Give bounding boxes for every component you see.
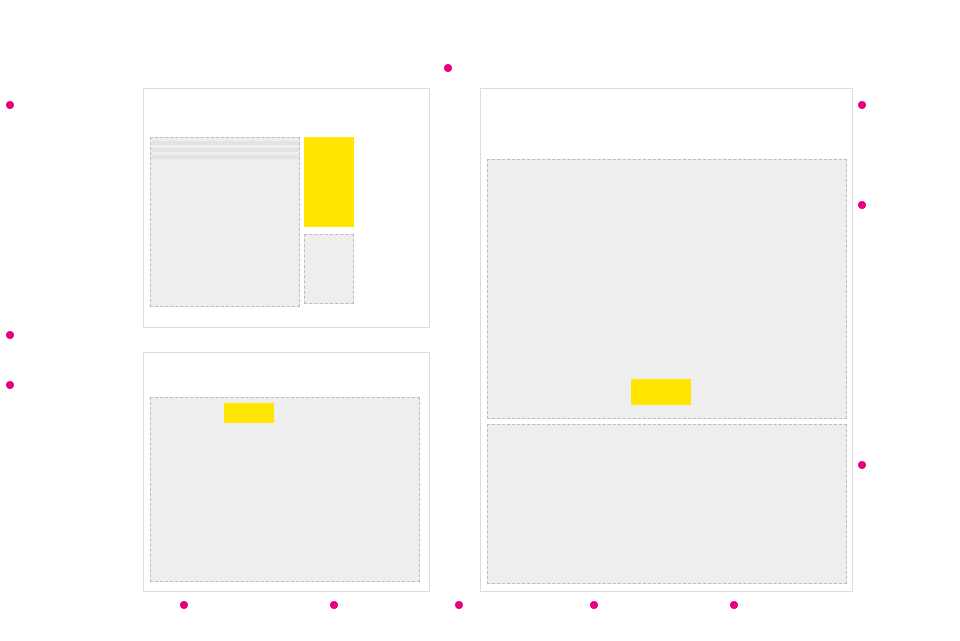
annotation-right-mid [858, 200, 958, 213]
annotation-left-top [6, 100, 126, 113]
text-columns [150, 397, 420, 582]
layout-subtitle [444, 63, 455, 73]
annotation-bottom-4 [590, 600, 720, 613]
bullet-icon [6, 101, 14, 109]
bullet-icon [590, 601, 598, 609]
bullet-icon [180, 601, 188, 609]
count-badge [631, 379, 691, 405]
portrait-photo [304, 234, 354, 304]
bottom-boxes [487, 424, 847, 584]
annotation-left-bottom [6, 380, 126, 393]
callout-box [304, 137, 354, 227]
bullet-icon [455, 601, 463, 609]
annotation-left-mid [6, 330, 126, 343]
bullet-icon [330, 601, 338, 609]
page-editorial [143, 88, 430, 328]
bullet-icon [858, 201, 866, 209]
bullet-icon [858, 101, 866, 109]
text-columns [150, 137, 300, 307]
annotation-right-top [858, 100, 958, 113]
page-map [480, 88, 853, 592]
page-opinion [143, 352, 430, 592]
bullet-icon [6, 331, 14, 339]
bullet-icon [6, 381, 14, 389]
bullet-icon [444, 64, 452, 72]
annotation-bottom-2 [330, 600, 440, 613]
bullet-icon [730, 601, 738, 609]
page-title [150, 2, 870, 56]
annotation-right-bottom [858, 460, 958, 473]
count-badge [224, 403, 274, 423]
annotation-bottom-5 [730, 600, 850, 613]
annotation-bottom-3 [455, 600, 575, 613]
annotation-bottom-1 [180, 600, 310, 613]
bullet-icon [858, 461, 866, 469]
